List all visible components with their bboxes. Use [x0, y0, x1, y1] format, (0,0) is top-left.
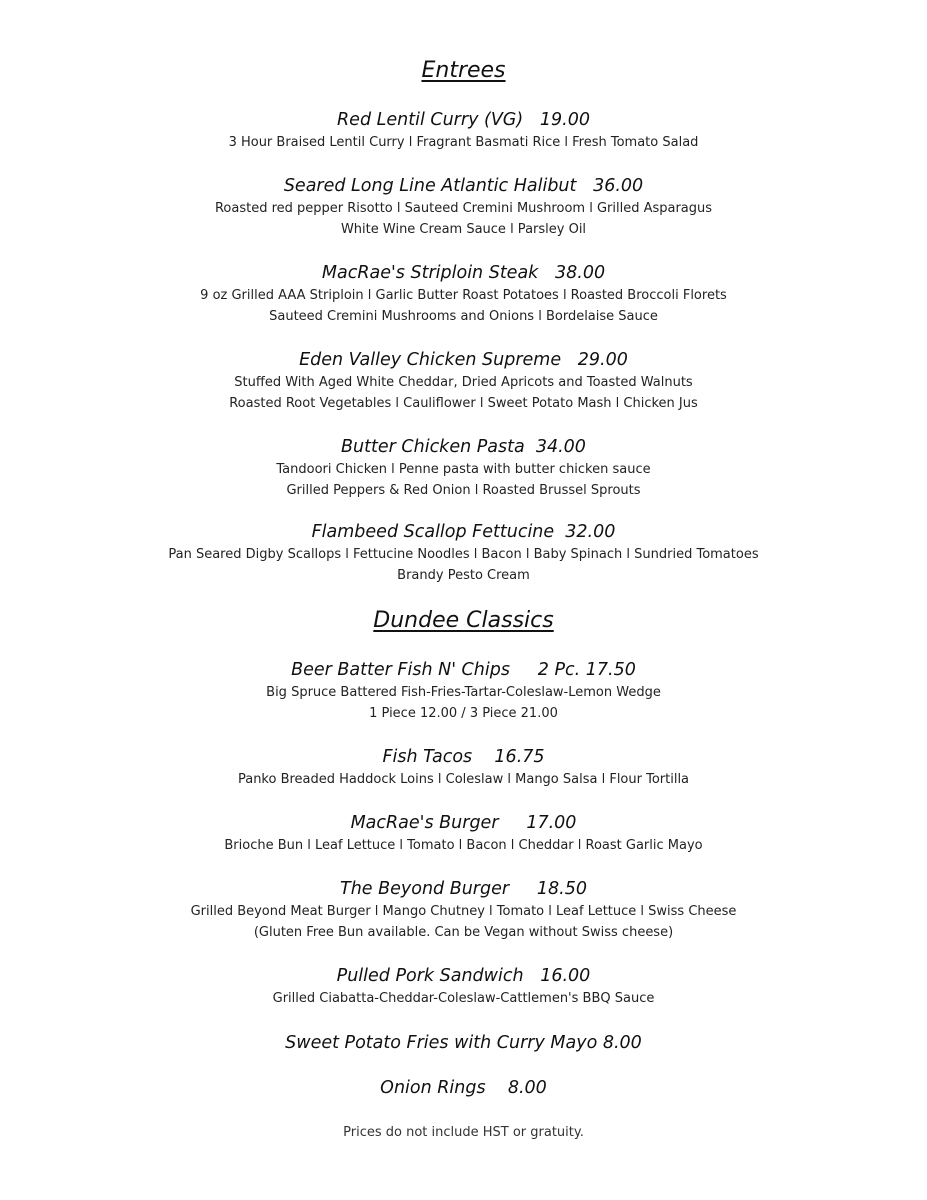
item-title: Butter Chicken Pasta 34.00 [341, 437, 586, 457]
item-title: MacRae's Striploin Steak 38.00 [321, 263, 606, 283]
section-title-dundee-classics: Dundee Classics [373, 608, 554, 633]
item-description: Brandy Pesto Cream [397, 568, 530, 583]
menu-item-onion-rings [0, 1076, 927, 1100]
item-description: (Gluten Free Bun available. Can be Vegan without Swiss cheese) [253, 925, 674, 940]
menu-item-pulled-pork-sandwich [0, 964, 927, 1009]
menu-item-halibut [0, 174, 927, 240]
item-description: Stuffed With Aged White Cheddar, Dried Apricots and Toasted Walnuts [234, 375, 693, 390]
menu-item-butter-chicken-pasta [0, 435, 927, 501]
prices-disclaimer: Prices do not include HST or gratuity. [343, 1125, 584, 1140]
item-description: Roasted Root Vegetables l Cauliflower l Sweet Potato Mash l Chicken Jus [229, 396, 698, 411]
item-description: Sauteed Cremini Mushrooms and Onions l Bordelaise Sauce [269, 309, 658, 324]
item-description: Panko Breaded Haddock Loins l Coleslaw l Mango Salsa l Flour Tortilla [237, 772, 690, 787]
item-description: White Wine Cream Sauce l Parsley Oil [340, 222, 587, 237]
item-description: 3 Hour Braised Lentil Curry l Fragrant Basmati Rice l Fresh Tomato Salad [228, 135, 699, 150]
item-title: Red Lentil Curry (VG) 19.00 [337, 110, 590, 130]
item-title: Pulled Pork Sandwich 16.00 [336, 966, 591, 986]
item-title: Seared Long Line Atlantic Halibut 36.00 [283, 176, 644, 196]
menu-item-chicken-supreme [0, 348, 927, 414]
menu-item-sweet-potato-fries [0, 1031, 927, 1055]
item-description: Grilled Ciabatta-Cheddar-Coleslaw-Cattlemen's BBQ Sauce [272, 991, 655, 1006]
item-title: Eden Valley Chicken Supreme 29.00 [299, 350, 628, 370]
item-description: Pan Seared Digby Scallops l Fettucine Noodles l Bacon l Baby Spinach l Sundried Tomatoes [168, 547, 759, 562]
item-description: Roasted red pepper Risotto l Sauteed Cremini Mushroom l Grilled Asparagus [214, 201, 713, 216]
item-description: Big Spruce Battered Fish-Fries-Tartar-Coleslaw-Lemon Wedge [266, 685, 661, 700]
section-title-entrees: Entrees [421, 58, 506, 83]
item-title: Beer Batter Fish N' Chips 2 Pc. 17.50 [291, 660, 636, 680]
item-description: Grilled Beyond Meat Burger l Mango Chutney l Tomato l Leaf Lettuce l Swiss Cheese [190, 904, 737, 919]
menu-item-fish-n-chips [0, 658, 927, 724]
item-description: Grilled Peppers & Red Onion l Roasted Brussel Sprouts [286, 483, 641, 498]
menu-item-fish-tacos [0, 745, 927, 790]
item-title: MacRae's Burger 17.00 [350, 813, 577, 833]
menu-item-striploin-steak [0, 261, 927, 327]
item-title: Fish Tacos 16.75 [382, 747, 545, 767]
item-title: The Beyond Burger 18.50 [340, 879, 587, 899]
item-title: Flambeed Scallop Fettucine 32.00 [311, 522, 616, 542]
menu-item-beyond-burger [0, 877, 927, 943]
item-description: 1 Piece 12.00 / 3 Piece 21.00 [369, 706, 558, 721]
item-title: Sweet Potato Fries with Curry Mayo 8.00 [285, 1033, 642, 1053]
item-title: Onion Rings 8.00 [380, 1078, 547, 1098]
item-description: Brioche Bun l Leaf Lettuce l Tomato l Bacon l Cheddar l Roast Garlic Mayo [224, 838, 703, 853]
menu-item-red-lentil-curry [0, 108, 927, 153]
menu-item-scallop-fettucine [0, 520, 927, 586]
menu-item-macraes-burger [0, 811, 927, 856]
item-description: Tandoori Chicken l Penne pasta with butter chicken sauce [276, 462, 651, 477]
item-description: 9 oz Grilled AAA Striploin l Garlic Butter Roast Potatoes l Roasted Broccoli Florets [200, 288, 727, 303]
